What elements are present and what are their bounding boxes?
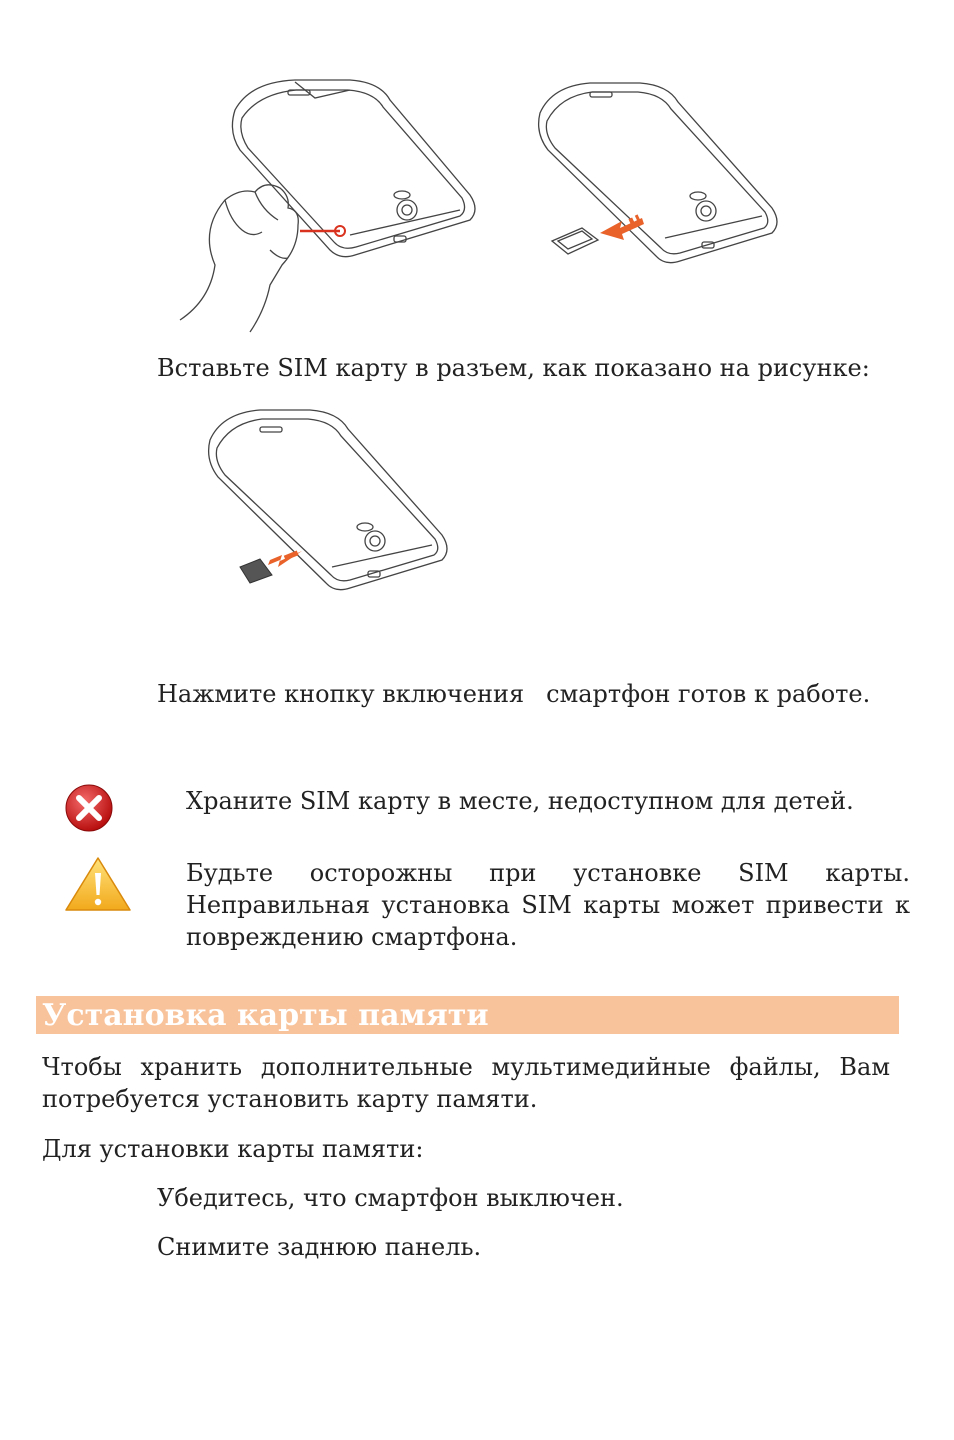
illustration-sim-insert bbox=[200, 405, 460, 600]
step-power-on-part2: смартфон готов к работе. bbox=[546, 680, 871, 708]
danger-icon bbox=[64, 783, 114, 837]
section-header bbox=[36, 996, 899, 1034]
step-remove-cover: Снимите заднюю панель. bbox=[157, 1233, 482, 1261]
steps-label: Для установки карты памяти: bbox=[42, 1135, 424, 1163]
step-power-off: Убедитесь, что смартфон выключен. bbox=[157, 1184, 624, 1212]
warning-line1: Будьте осторожны при установке SIM карты. bbox=[186, 859, 910, 887]
step-power-on bbox=[157, 678, 870, 710]
danger-text: Храните SIM карту в месте, недоступном для детей. bbox=[186, 787, 854, 815]
illustration-sim-tray bbox=[530, 78, 790, 268]
section-intro: Чтобы хранить дополнительные мультимедийные файлы, Вам потребуется установить карту памяти. bbox=[42, 1053, 890, 1113]
illustration-eject-tray bbox=[170, 70, 490, 340]
warning-icon bbox=[63, 855, 133, 917]
step-power-on-part1: Нажмите кнопку включения bbox=[157, 680, 525, 708]
warning-text: Неправильная установка SIM карты может привести к повреждению смартфона. bbox=[186, 891, 910, 951]
section-title: Установка карты памяти bbox=[42, 998, 489, 1033]
step-insert-sim: Вставьте SIM карту в разъем, как показано на рисунке: bbox=[157, 354, 870, 382]
